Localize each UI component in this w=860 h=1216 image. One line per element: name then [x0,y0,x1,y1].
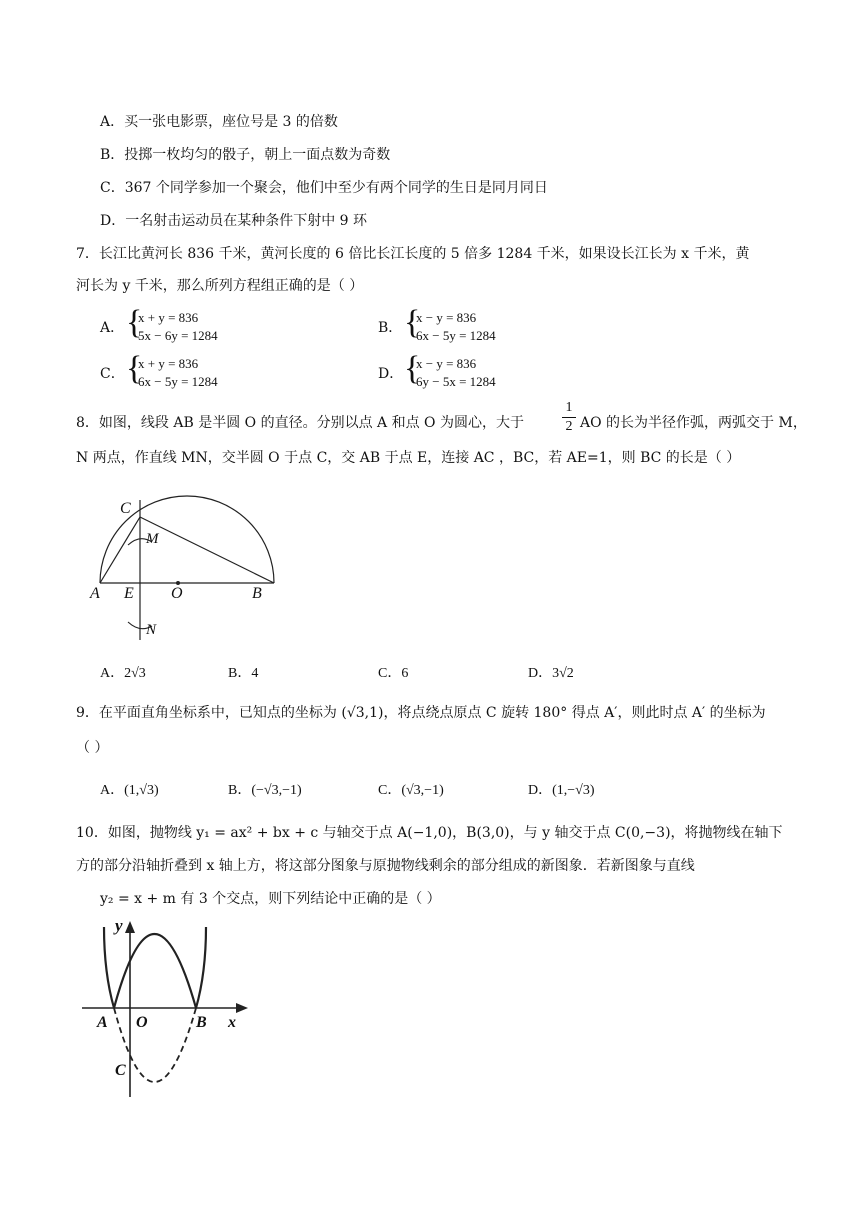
q8-label-m: M [146,531,159,547]
q8-label-e: E [124,585,134,602]
q6-option-a: A．买一张电影票，座位号是 3 的倍数 [100,114,338,130]
q7-option-b-system [404,304,544,350]
q8-option-d: D．3√2 [528,666,574,681]
q7-b-eq1: x − y = 836 [416,310,477,325]
brace-icon: { [404,304,421,341]
parabola-left-branch [104,927,114,1008]
q7-c-eq2: 6x − 5y = 1284 [138,374,218,389]
q8-label-n: N [146,622,157,638]
q8-label-o: O [171,585,183,602]
q7-b-eq2: 6x − 5y = 1284 [416,328,496,343]
q9-option-c: C．(√3,−1) [378,783,444,798]
q7-d-eq2: 6y − 5x = 1284 [416,374,496,389]
q7-d-eq1: x − y = 836 [416,356,477,371]
q7-option-c-label: C． [100,366,125,382]
brace-icon: { [126,350,143,387]
q10-label-o: O [136,1014,148,1031]
q9-option-a: A．(1,√3) [100,783,159,798]
q8-fraction [562,400,576,435]
q8-label-c: C [120,500,131,517]
q10-stem-line1: 10．如图，抛物线 y₁ = ax² + bx + c 与轴交于点 A(−1,0)，B(3,0)，与 y 轴交于点 C(0,−3)，将抛物线在轴下 [76,825,783,841]
q7-a-eq1: x + y = 836 [138,310,199,325]
q10-label-y: y [115,916,123,935]
q8-fraction-denominator: 2 [565,419,573,434]
parabola-right-branch [196,927,206,1008]
q10-parabola-figure [80,915,260,1100]
q8-option-a: A．2√3 [100,666,146,681]
q7-a-eq2: 5x − 6y = 1284 [138,328,218,343]
q10-label-a: A [97,1014,108,1031]
q7-option-d-label: D． [378,366,404,382]
q7-option-c-system [126,350,266,396]
q8-stem-line1a: 8．如图，线段 AB 是半圆 O 的直径。分别以点 A 和点 O 为圆心，大于 [76,415,524,431]
q8-semicircle-figure [84,490,284,650]
q8-label-a: A [90,585,100,602]
y-axis-arrow-icon [125,921,135,933]
parabola-folded-part [114,934,196,1008]
q7-option-a-label: A． [100,320,125,336]
brace-icon: { [404,350,421,387]
q8-fraction-numerator: 1 [565,400,573,415]
q8-stem-line2: N 两点，作直线 MN，交半圆 O 于点 C，交 AB 于点 E，连接 AC ，BC，若 AE=1，则 BC 的长是（ ） [76,450,741,466]
q7-option-a-system [126,304,266,350]
q6-option-c: C．367 个同学参加一个聚会，他们中至少有两个同学的生日是同月同日 [100,180,548,196]
q7-option-b-label: B． [378,320,403,336]
q8-label-b: B [252,585,262,602]
x-axis-arrow-icon [236,1003,248,1013]
q9-option-d: D．(1,−√3) [528,783,595,798]
q10-stem-line2: 方的部分沿轴折叠到 x 轴上方，将这部分图象与原抛物线剩余的部分组成的新图象．若新图象与直线 [76,858,695,874]
q8-option-b: B．4 [228,666,259,681]
fraction-bar [562,417,576,418]
q10-label-x: x [228,1014,236,1031]
q10-label-b: B [196,1014,207,1031]
q7-option-d-system [404,350,544,396]
q6-option-b: B．投掷一枚均匀的骰子，朝上一面点数为奇数 [100,147,391,163]
q8-option-c: C．6 [378,666,409,681]
q10-label-c: C [115,1062,126,1079]
q8-stem-line1b: AO 的长为半径作弧，两弧交于 M， [580,415,807,431]
q10-stem-line3: y₂ = x + m 有 3 个交点，则下列结论中正确的是（ ） [100,891,441,907]
q7-c-eq1: x + y = 836 [138,356,199,371]
brace-icon: { [126,304,143,341]
q7-stem-line1: 7．长江比黄河长 836 千米，黄河长度的 6 倍比长江长度的 5 倍多 1284 千米，如果设长江长为 x 千米，黄 [76,246,750,262]
q9-stem-line2: （ ） [76,740,109,756]
q9-stem-line1: 9．在平面直角坐标系中，已知点的坐标为 (√3,1)，将点绕点原点 C 旋转 180° 得点 A′，则此时点 A′ 的坐标为 [76,705,766,721]
q6-option-d: D．一名射击运动员在某种条件下射中 9 环 [100,213,368,229]
q9-option-b: B．(−√3,−1) [228,783,302,798]
parabola-original-lower-dashed [114,1008,196,1082]
q7-stem-line2: 河长为 y 千米，那么所列方程组正确的是（ ） [76,278,364,294]
